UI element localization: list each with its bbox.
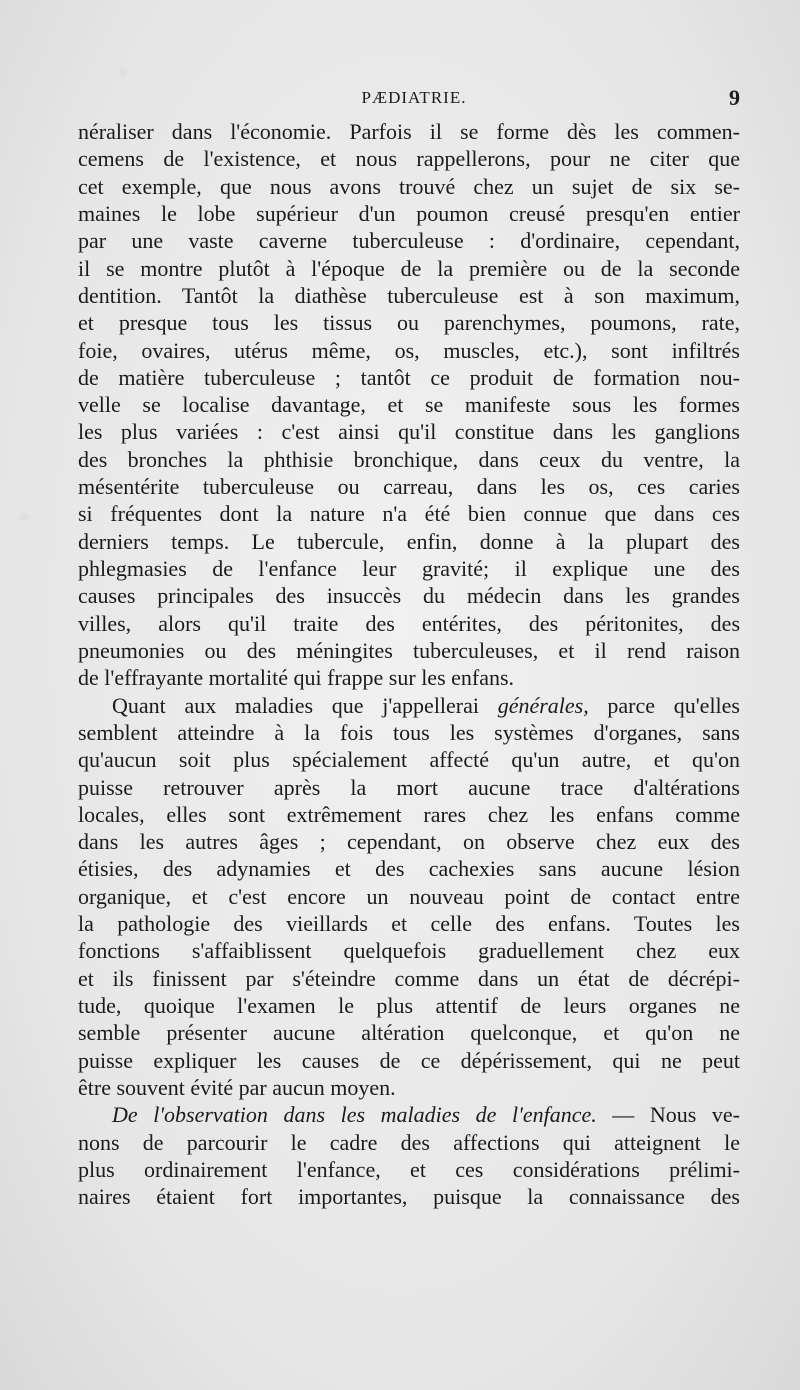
speck: [120, 70, 126, 76]
text-line: la pathologie des vieillards et celle des enfans. Toutes les: [78, 911, 740, 937]
running-head: PÆDIATRIE.: [361, 88, 467, 107]
text-line: néraliser dans l'économie. Parfois il se forme dès les commen-: [78, 119, 740, 144]
text-line: et presque tous les tissus ou parenchymes, poumons, rate,: [78, 310, 740, 336]
italic-term: générales,: [497, 692, 589, 718]
text-line: dans les autres âges ; cependant, on observe chez eux des: [78, 829, 740, 855]
page-header: [78, 85, 740, 118]
text-segment: Quant aux maladies que j'appellerai: [112, 692, 498, 718]
text-line: cemens de l'existence, et nous rappellerons, pour ne citer que: [78, 146, 740, 172]
paragraph-start-line: [78, 692, 740, 719]
text-line: puisse expliquer les causes de ce dépérissement, qui ne peut: [78, 1047, 740, 1073]
text-line: naires étaient fort importantes, puisque la connaissance des: [78, 1184, 740, 1210]
text-line: de matière tuberculeuse ; tantôt ce produit de formation nou-: [78, 364, 740, 390]
text-line: velle se localise davantage, et se manifeste sous les formes: [78, 392, 740, 418]
text-line: foie, ovaires, utérus même, os, muscles, etc.), sont infiltrés: [78, 337, 740, 363]
text-line: semble présenter aucune altération quelconque, et qu'on ne: [78, 1020, 740, 1046]
body-text: [78, 118, 740, 1211]
text-line: organique, et c'est encore un nouveau point de contact entre: [78, 883, 740, 909]
text-line: villes, alors qu'il traite des entérites, des péritonites, des: [78, 610, 740, 636]
text-line: dentition. Tantôt la diathèse tuberculeuse est à son maximum,: [78, 282, 740, 308]
text-line: il se montre plutôt à l'époque de la première ou de la seconde: [78, 255, 740, 281]
text-line: étisies, des adynamies et des cachexies sans aucune lésion: [78, 856, 740, 882]
text-line: si fréquentes dont la nature n'a été bien connue que dans ces: [78, 501, 740, 527]
text-line: les plus variées : c'est ainsi qu'il constitue dans les ganglions: [78, 419, 740, 445]
text-line: cet exemple, que nous avons trouvé chez un sujet de six se-: [78, 173, 740, 199]
page-number: 9: [729, 85, 740, 110]
text-line: derniers temps. Le tubercule, enfin, donne à la plupart des: [78, 528, 740, 554]
text-line: par une vaste caverne tuberculeuse : d'ordinaire, cependant,: [78, 228, 740, 254]
text-line: des bronches la phthisie bronchique, dans ceux du ventre, la: [78, 446, 740, 472]
text-line: fonctions s'affaiblissent quelquefois graduellement chez eux: [78, 938, 740, 964]
text-line: et ils finissent par s'éteindre comme dans un état de décrépi-: [78, 965, 740, 991]
text-line: phlegmasies de l'enfance leur gravité; il explique une des: [78, 556, 740, 581]
italic-heading: De l'observation dans les maladies de l'enfance.: [112, 1102, 597, 1128]
paragraph-end-line: de l'effrayante mortalité qui frappe sur les enfans.: [78, 665, 515, 691]
text-line: causes principales des insuccès du médecin dans les grandes: [78, 583, 740, 609]
speck: [20, 515, 30, 519]
text-line: mésentérite tuberculeuse ou carreau, dans les os, ces caries: [78, 474, 740, 500]
text-line: maines le lobe supérieur d'un poumon creusé presqu'en entier: [78, 200, 740, 226]
paragraph-end-line: être souvent évité par aucun moyen.: [78, 1074, 396, 1100]
section-heading-line: [78, 1101, 740, 1128]
text-line: qu'aucun soit plus spécialement affecté qu'un autre, et qu'on: [78, 747, 740, 773]
text-line: plus ordinairement l'enfance, et ces considérations prélimi-: [78, 1156, 740, 1182]
text-line: nons de parcourir le cadre des affections qui atteignent le: [78, 1129, 740, 1155]
text-segment: — Nous ve-: [596, 1102, 740, 1128]
text-line: locales, elles sont extrêmement rares chez les enfans comme: [78, 801, 740, 827]
text-line: pneumonies ou des méningites tuberculeuses, et il rend raison: [78, 637, 740, 663]
text-line: semblent atteindre à la fois tous les systèmes d'organes, sans: [78, 719, 740, 745]
text-line: tude, quoique l'examen le plus attentif de leurs organes ne: [78, 993, 740, 1018]
text-segment: parce qu'elles: [588, 692, 740, 718]
text-line: puisse retrouver après la mort aucune trace d'altérations: [78, 774, 740, 800]
